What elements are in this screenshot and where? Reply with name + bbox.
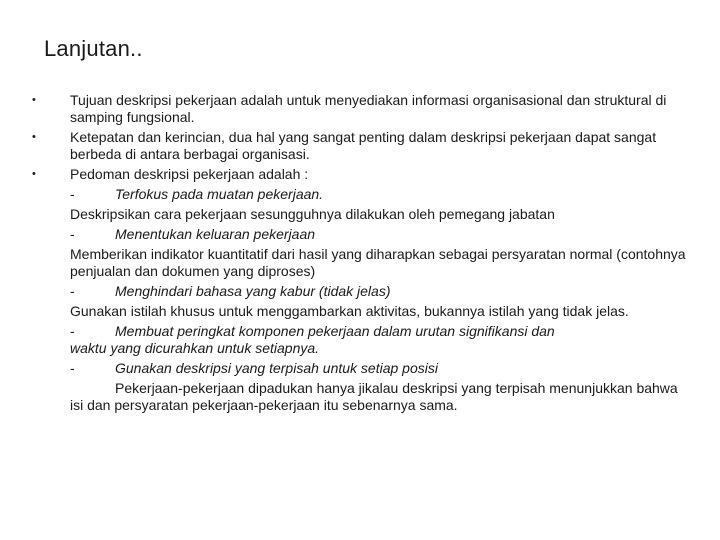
guideline-text: Menentukan keluaran pekerjaan: [115, 226, 316, 242]
slide-title: Lanjutan..: [44, 36, 143, 61]
guideline-description: Gunakan istilah khusus untuk menggambarkan aktivitas, bukannya istilah yang tidak jelas.: [70, 303, 629, 319]
dash-marker: -: [70, 186, 75, 202]
guideline-text: Membuat peringkat komponen pekerjaan dalam urutan signifikansi dan: [115, 323, 555, 339]
bullet-text: Tujuan deskripsi pekerjaan adalah untuk menyediakan informasi organisasional dan struktural di samping fungsional.: [70, 92, 667, 125]
guideline-text-continued: waktu yang dicurahkan untuk setiapnya.: [70, 340, 320, 356]
dash-marker: -: [70, 283, 75, 299]
dash-marker: -: [70, 226, 75, 242]
guideline-description-text: Pekerjaan-pekerjaan dipadukan hanya jikalau deskripsi yang terpisah menunjukkan bahwa isi dan persyaratan pekerjaan-pekerjaan itu sebenarnya sama.: [70, 380, 678, 413]
guideline-item: [28, 226, 693, 243]
guideline-item: [28, 323, 693, 340]
guideline-description: Deskripsikan cara pekerjaan sesungguhnya dilakukan oleh pemegang jabatan: [70, 206, 555, 222]
bullet-dot-icon: •: [32, 168, 36, 180]
bullet-text: Pedoman deskripsi pekerjaan adalah :: [70, 166, 309, 182]
guideline-text: Terfokus pada muatan pekerjaan.: [115, 186, 324, 202]
guideline-item: [28, 360, 693, 377]
dash-marker: -: [70, 360, 75, 376]
bullet-item: [28, 166, 693, 183]
bullet-item: [28, 92, 693, 126]
guideline-item: [28, 283, 693, 300]
guideline-description: Memberikan indikator kuantitatif dari hasil yang diharapkan sebagai persyaratan normal (contohnya penjualan dan dokumen yang diproses): [70, 246, 686, 279]
slide-content: [28, 92, 693, 414]
bullet-text: Ketepatan dan kerincian, dua hal yang sangat penting dalam deskripsi pekerjaan dapat sangat berbeda di antara berbagai organisasi.: [70, 129, 657, 162]
dash-marker: -: [70, 323, 75, 339]
bullet-dot-icon: •: [32, 94, 36, 106]
guideline-text: Gunakan deskripsi yang terpisah untuk setiap posisi: [115, 360, 438, 376]
guideline-description: [28, 380, 693, 414]
bullet-dot-icon: •: [32, 131, 36, 143]
guideline-item: [28, 186, 693, 203]
guideline-text: Menghindari bahasa yang kabur (tidak jelas): [115, 283, 391, 299]
bullet-item: [28, 129, 693, 163]
